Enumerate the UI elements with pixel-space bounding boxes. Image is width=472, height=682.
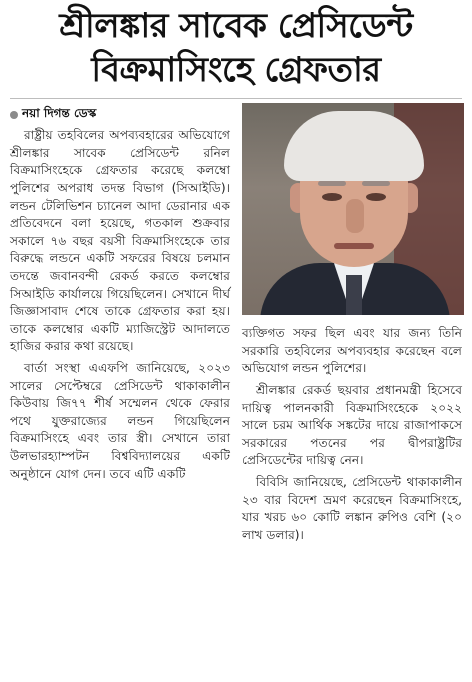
headline-line-1: শ্রীলঙ্কার সাবেক প্রেসিডেন্ট [59,6,413,46]
article-columns [10,103,462,643]
paragraph-left-1: রাষ্ট্রীয় তহবিলের অপব্যবহারের অভিযোগে শ্রীলঙ্কার সাবেক প্রেসিডেন্ট রনিল বিক্রমাসিংহেকে গ্রেফতার করেছে কলম্বো পুলিশের অপরাধ তদন্ত বিভাগ (সিআইডি)। লন্ডন টেলিভিশন চ্যানেল আদা ডেরানার এক প্রতিবেদনে বলা হয়েছে, গতকাল শুক্রবার সকালে ৭৬ বছর বয়সী বিক্রমাসিংহেকে তার বিরুদ্ধে লন্ডনে একটি সফরের বিষয়ে চলমান তদন্তে জবানবন্দী রেকর্ড করতে কলম্বোর সিআইডি কার্যালয়ে গিয়েছিলেন। সেখানে দীর্ঘ জিজ্ঞাসাবাদ শেষে তাকে গ্রেফতার করা হয়। তাকে কলম্বোর একটি ম্যাজিস্ট্রেট আদালতে হাজির করার কথা রয়েছে। [10,128,230,354]
paragraph-right-3: বিবিসি জানিয়েছে, প্রেসিডেন্ট থাকাকালীন ২৩ বার বিদেশ ভ্রমণ করেছেন বিক্রমাসিংহে, যার খরচ ৬০ কোটি লঙ্কান রুপিও বেশি (২০ লাখ ডলার)। [242,474,462,542]
dateline [10,105,230,125]
portrait-photo-icon [242,103,464,315]
right-column [242,103,462,548]
headline-line-2: বিক্রমাসিংহে গ্রেফতার [91,50,381,91]
paragraph-right-1: ব্যক্তিগত সফর ছিল এবং যার জন্য তিনি সরকারি তহবিলের অপব্যবহার করেছেন বলে অভিযোগ লন্ডন পুলিশের। [242,326,462,376]
left-column [10,103,230,487]
headline [10,6,462,90]
dateline-text: নয়া দিগন্ত ডেস্ক [22,106,97,121]
paragraph-right-2: শ্রীলঙ্কার রেকর্ড ছয়বার প্রধানমন্ত্রী হিসেবে দায়িত্ব পালনকারী বিক্রমাসিংহেকে ২০২২ সালে চরম আর্থিক সঙ্কটের দায়ে রাজাপাকসে সরকারের পতনের পর দ্বীপরাষ্ট্রটির প্রেসিডেন্টের দায়িত্ব নেন। [242,383,462,468]
news-article [0,6,472,682]
bullet-icon [10,111,18,119]
headline-divider [10,98,462,99]
paragraph-left-2: বার্তা সংস্থা এএফপি জানিয়েছে, ২০২৩ সালের সেপ্টেম্বরে প্রেসিডেন্ট থাকাকালীন কিউবায় জি৭৭ শীর্ষ সম্মেলন থেকে ফেরার পথে যুক্তরাজ্যের লন্ডন গিয়েছিলেন বিক্রমাসিংহে এবং তার স্ত্রী। সেখানে তারা উলভারহ্যাম্পটন বিশ্ববিদ্যালয়ের একটি অনুষ্ঠানে যোগ দেন। তবে এটি একটি [10,360,230,481]
